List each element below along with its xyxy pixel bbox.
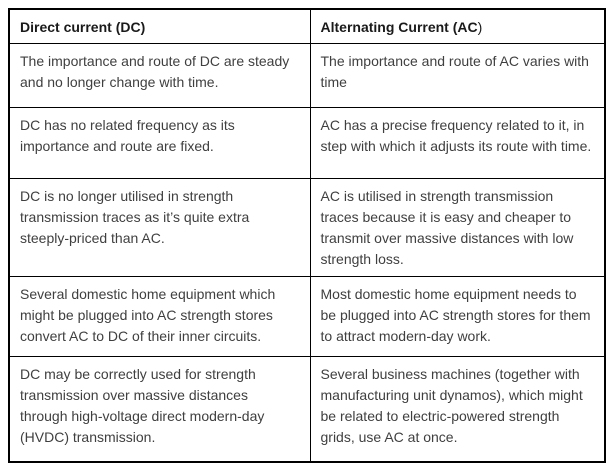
table-row bbox=[9, 44, 605, 108]
header-row bbox=[9, 9, 605, 44]
cell-ac-row-1: The importance and route of AC varies with time bbox=[310, 44, 605, 108]
cell-ac-row-3: AC is utilised in strength transmission traces because it is easy and cheaper to transmit over massive distances with low strength loss. bbox=[310, 179, 605, 277]
header-ac-label: Alternating Current (AC bbox=[320, 19, 478, 35]
cell-dc-row-4: Several domestic home equipment which might be plugged into AC strength stores convert AC to DC of their inner circuits. bbox=[9, 277, 310, 357]
cell-dc-row-1: The importance and route of DC are steady and no longer change with time. bbox=[9, 44, 310, 108]
cell-ac-row-5: Several business machines (together with manufacturing unit dynamos), which might be related to electric-powered strength grids, use AC at once. bbox=[310, 357, 605, 462]
header-cell-dc bbox=[9, 9, 310, 44]
table-row bbox=[9, 108, 605, 179]
dc-ac-comparison-table bbox=[8, 8, 606, 463]
table-row bbox=[9, 179, 605, 277]
table-row bbox=[9, 357, 605, 462]
cell-dc-row-2: DC has no related frequency as its importance and route are fixed. bbox=[9, 108, 310, 179]
cell-dc-row-5: DC may be correctly used for strength transmission over massive distances through high-voltage direct modern-day (HVDC) transmission. bbox=[9, 357, 310, 462]
cell-ac-row-4: Most domestic home equipment needs to be plugged into AC strength stores for them to attract modern-day work. bbox=[310, 277, 605, 357]
header-cell-ac bbox=[310, 9, 605, 44]
table-row bbox=[9, 277, 605, 357]
cell-dc-row-3: DC is no longer utilised in strength transmission traces as it’s quite extra steeply-priced than AC. bbox=[9, 179, 310, 277]
header-ac-closing-paren: ) bbox=[477, 19, 483, 35]
cell-ac-row-2: AC has a precise frequency related to it, in step with which it adjusts its route with time. bbox=[310, 108, 605, 179]
header-dc-label: Direct current (DC) bbox=[20, 19, 146, 35]
